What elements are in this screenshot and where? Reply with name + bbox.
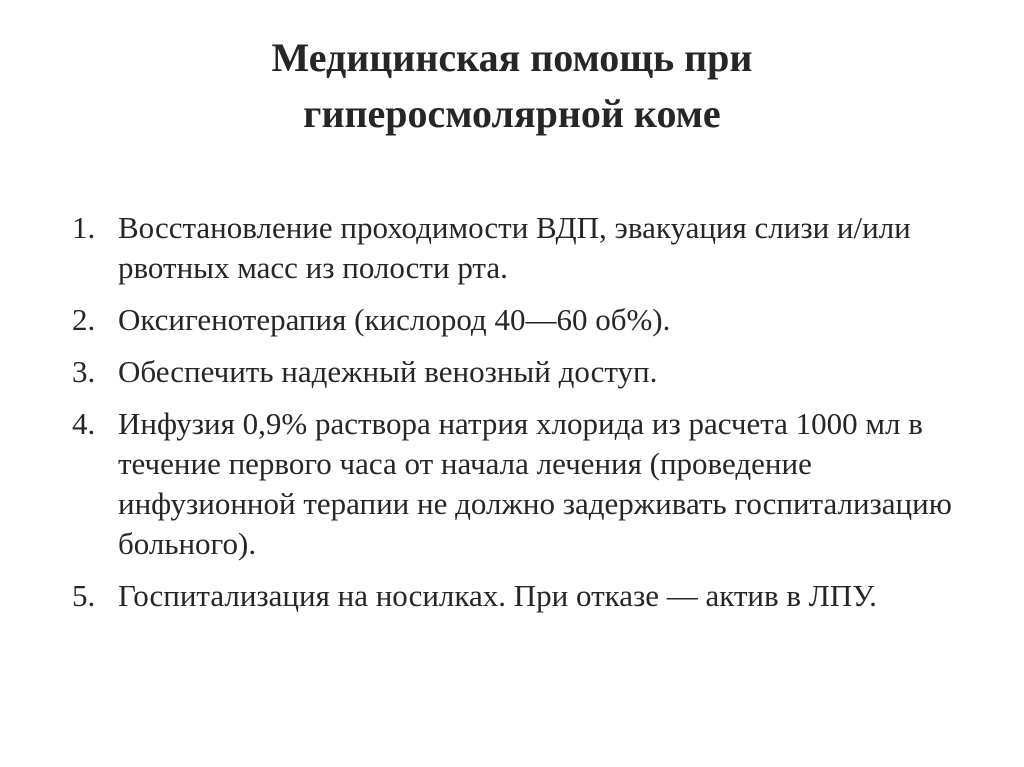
list-item-number: 2. [72, 302, 96, 337]
list-item-text: Обеспечить надежный венозный доступ. [118, 354, 658, 389]
slide-title [0, 30, 1024, 142]
slide-title-line-2: гиперосмолярной коме [303, 91, 721, 136]
list-item-number: 3. [72, 354, 96, 389]
slide-title-line-1: Медицинская помощь при [271, 35, 753, 80]
list-item-text: Инфузия 0,9% раствора натрия хлорида из расчета 1000 мл в течение первого часа от начала лечения (проведение инфузионной терапии не должно задерживать госпитализацию больного). [118, 406, 952, 561]
list-item-number: 1. [72, 210, 96, 245]
numbered-list [72, 208, 952, 628]
list-item-number: 5. [72, 578, 96, 613]
list-item [72, 300, 952, 340]
list-item-number: 4. [72, 406, 96, 441]
list-item [72, 404, 952, 564]
list-item-text: Оксигенотерапия (кислород 40—60 об%). [118, 302, 671, 337]
list-item-text: Госпитализация на носилках. При отказе — актив в ЛПУ. [118, 578, 877, 613]
list-item [72, 352, 952, 392]
list-item [72, 208, 952, 288]
list-item [72, 576, 952, 616]
list-item-text: Восстановление проходимости ВДП, эвакуация слизи и/или рвотных масс из полости рта. [118, 210, 911, 285]
